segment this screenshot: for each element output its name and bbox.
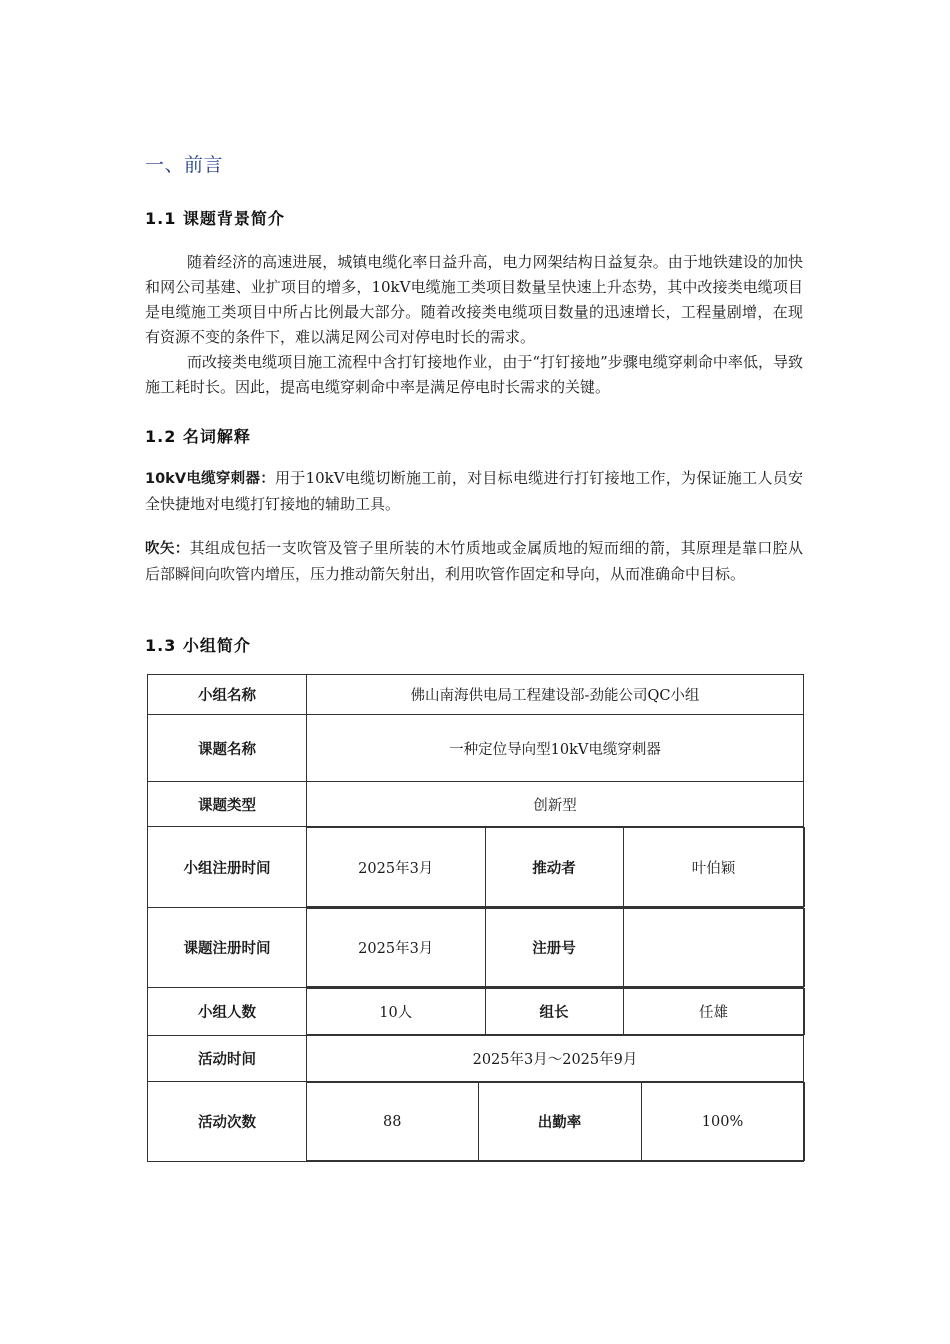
paragraph-background-2-text: 而改接类电缆项目施工流程中含打钉接地作业，由于“打钉接地”步骤电缆穿刺命中率低，导致施工耗时长。因此，提高电缆穿刺命中率是满足停电时长需求的关键。 bbox=[145, 353, 803, 396]
table-row bbox=[148, 1082, 804, 1162]
glossary-term-blowgun: 吹矢： bbox=[145, 541, 190, 557]
attendance-value: 100% bbox=[641, 1083, 804, 1161]
reg-no-value bbox=[623, 909, 804, 987]
table-row bbox=[148, 988, 804, 1036]
leader-value: 任雄 bbox=[623, 989, 804, 1035]
table-row bbox=[148, 1036, 804, 1082]
table-row bbox=[148, 715, 804, 782]
paragraph-background-1 bbox=[145, 250, 803, 350]
team-name-label: 小组名称 bbox=[148, 675, 307, 715]
topic-name-value: 一种定位导向型10kV电缆穿刺器 bbox=[307, 715, 804, 782]
attendance-label: 出勤率 bbox=[478, 1083, 641, 1161]
glossary-term-piercer: 10kV电缆穿刺器： bbox=[145, 471, 276, 487]
leader-label: 组长 bbox=[485, 989, 623, 1035]
topic-type-label: 课题类型 bbox=[148, 782, 307, 827]
topic-reg-time-value: 2025年3月 bbox=[307, 909, 485, 987]
paragraph-background-2 bbox=[145, 350, 803, 400]
activity-count-value: 88 bbox=[307, 1083, 478, 1161]
row-subtable bbox=[307, 908, 805, 987]
topic-name-label: 课题名称 bbox=[148, 715, 307, 782]
activity-time-label: 活动时间 bbox=[148, 1036, 307, 1082]
activity-time-value: 2025年3月～2025年9月 bbox=[307, 1036, 804, 1082]
table-cell-group bbox=[307, 827, 804, 908]
reg-no-label: 注册号 bbox=[485, 909, 623, 987]
group-reg-time-label: 小组注册时间 bbox=[148, 827, 307, 908]
paragraph-background-1-text: 随着经济的高速进展，城镇电缆化率日益升高，电力网架结构日益复杂。由于地铁建设的加快和网公司基建、业扩项目的增多，10kV电缆施工类项目数量呈快速上升态势，其中改接类电缆项目是电缆施工类项目中所占比例最大部分。随着改接类电缆项目数量的迅速增长，工程量剧增，在现有资源不变的条件下，难以满足网公司对停电时长的需求。 bbox=[145, 253, 803, 346]
table-row bbox=[148, 908, 804, 988]
activity-count-label: 活动次数 bbox=[148, 1082, 307, 1162]
topic-type-value: 创新型 bbox=[307, 782, 804, 827]
heading-background: 1.1 课题背景简介 bbox=[145, 209, 285, 228]
row-subtable bbox=[307, 827, 805, 907]
heading-glossary: 1.2 名词解释 bbox=[145, 427, 251, 446]
table-row bbox=[148, 675, 804, 715]
row-subtable bbox=[307, 988, 805, 1035]
glossary-definition-piercer: 用于10kV电缆切断施工前，对目标电缆进行打钉接地工作，为保证施工人员安全快捷地对电缆打钉接地的辅助工具。 bbox=[145, 469, 804, 513]
team-info-table bbox=[147, 674, 804, 1162]
members-value: 10人 bbox=[307, 989, 485, 1035]
promoter-value: 叶伯颖 bbox=[623, 828, 804, 907]
row-subtable bbox=[307, 1082, 805, 1161]
members-label: 小组人数 bbox=[148, 988, 307, 1036]
table-row bbox=[148, 782, 804, 827]
group-reg-time-value: 2025年3月 bbox=[307, 828, 485, 907]
glossary-definition-blowgun: 其组成包括一支吹管及管子里所装的木竹质地或金属质地的短而细的箭，其原理是靠口腔从后部瞬间向吹管内增压，压力推动箭矢射出，利用吹管作固定和导向，从而准确命中目标。 bbox=[145, 539, 804, 583]
team-name-value: 佛山南海供电局工程建设部-劲能公司QC小组 bbox=[307, 675, 804, 715]
section-heading-preface: 一、前言 bbox=[145, 154, 224, 176]
table-row bbox=[148, 827, 804, 908]
glossary-entry-piercer bbox=[145, 466, 803, 517]
promoter-label: 推动者 bbox=[485, 828, 623, 907]
topic-reg-time-label: 课题注册时间 bbox=[148, 908, 307, 988]
table-cell-group bbox=[307, 908, 804, 988]
table-cell-group bbox=[307, 988, 804, 1036]
heading-team-intro: 1.3 小组简介 bbox=[145, 636, 251, 655]
glossary-entry-blowgun bbox=[145, 536, 803, 587]
table-cell-group bbox=[307, 1082, 804, 1162]
